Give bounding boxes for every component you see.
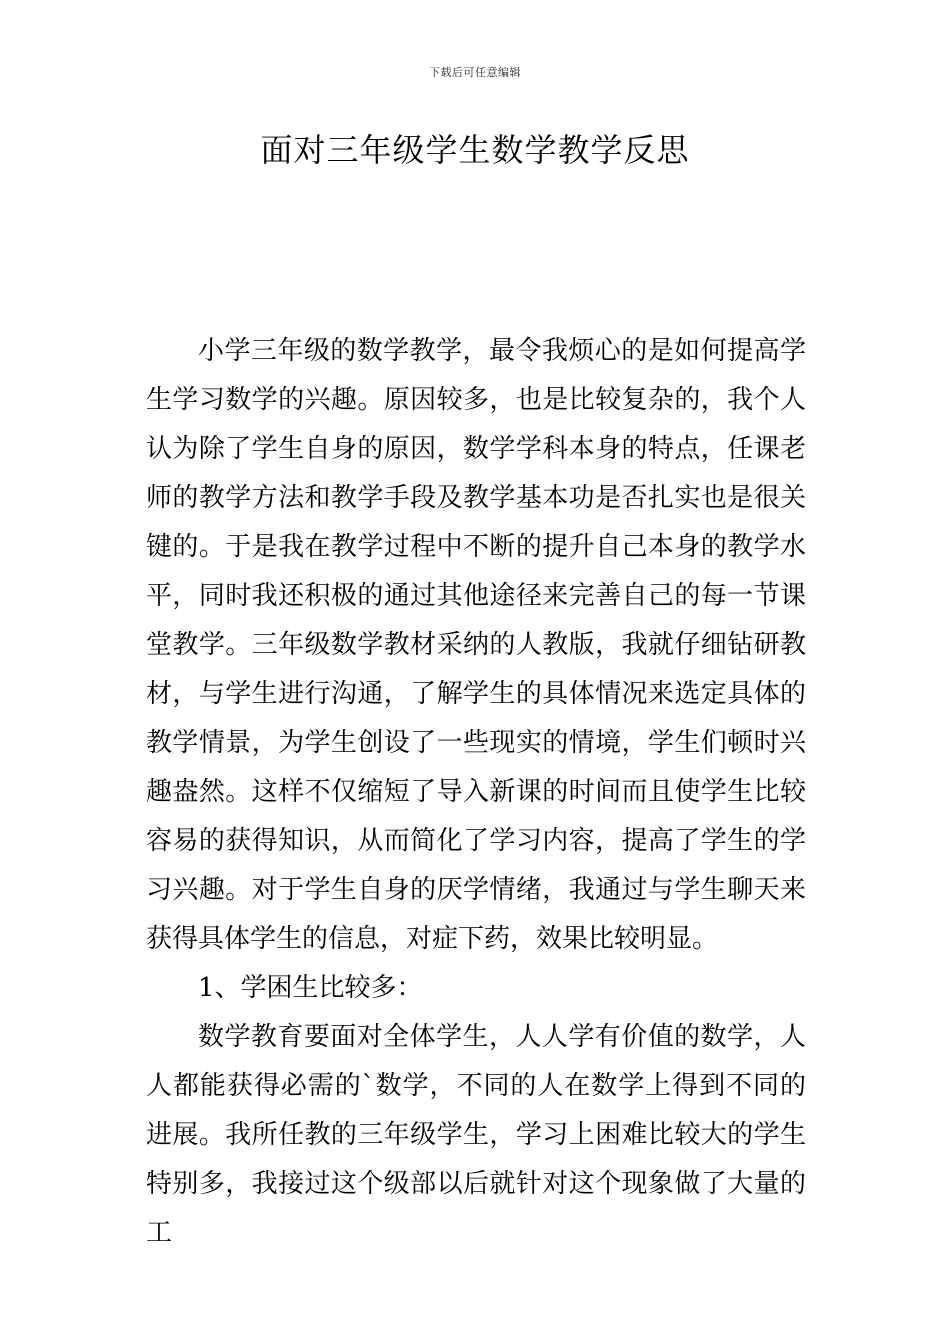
paragraph-intro: 小学三年级的数学教学，最令我烦心的是如何提高学生学习数学的兴趣。原因较多，也是比较复杂的，我个人认为除了学生自身的原因，数学学科本身的特点，任课老师的教学方法和教学手段及教学基本功是否扎实也是很关键的。于是我在教学过程中不断的提升自己本身的教学水平，同时我还积极的通过其他途径来完善自己的每一节课堂教学。三年级数学教材采纳的人教版，我就仔细钻研教材，与学生进行沟通，了解学生的具体情况来选定具体的教学情景，为学生创设了一些现实的情境，学生们顿时兴趣盎然。这样不仅缩短了导入新课的时间而且使学生比较容易的获得知识，从而简化了学习内容，提高了学生的学习兴趣。对于学生自身的厌学情绪，我通过与学生聊天来获得具体学生的信息，对症下药，效果比较明显。 — [146, 336, 806, 954]
document-body — [146, 327, 806, 1258]
document-title: 面对三年级学生数学教学反思 — [260, 131, 690, 169]
section-heading-1: 1、学困生比较多： — [198, 973, 423, 1003]
paragraph-section-1: 数学教育要面对全体学生，人人学有价值的数学，人人都能获得必需的`数学，不同的人在数学上得到不同的进展。我所任教的三年级学生，学习上困难比较大的学生特别多，我接过这个级部以后就针对这个现象做了大量的工 — [146, 1022, 806, 1248]
header-note: 下载后可任意编辑 — [429, 66, 521, 79]
